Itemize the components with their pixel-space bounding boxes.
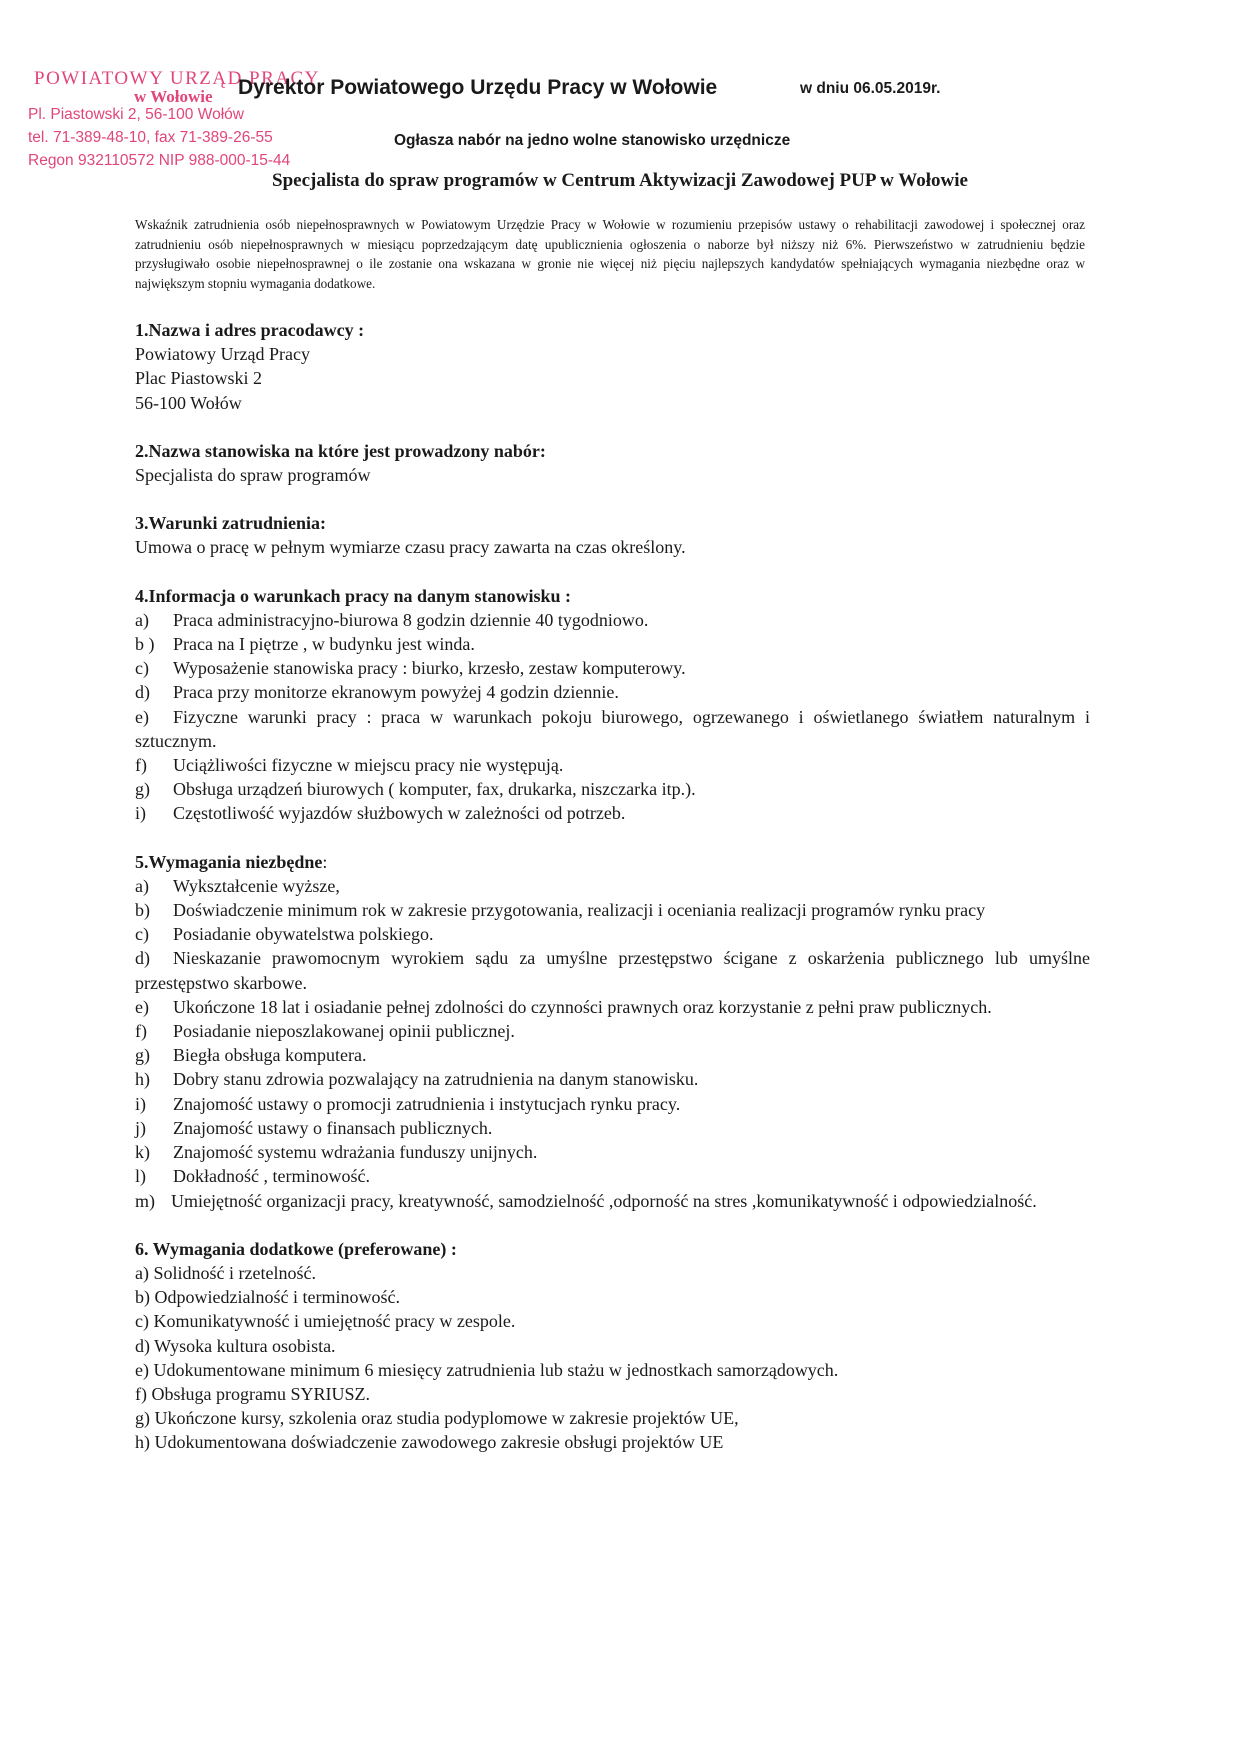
item-text: Obsługa urządzeń biurowych ( komputer, fax, drukarka, niszczarka itp.). [173,779,696,800]
employer-street: Plac Piastowski 2 [135,368,263,389]
list-item: d) Wysoka kultura osobista. [135,1335,336,1356]
item-text: Wyposażenie stanowiska pracy : biurko, krzesło, zestaw komputerowy. [173,658,686,679]
employer-city: 56-100 Wołów [135,392,242,413]
section-title [135,850,1090,874]
list-item: f) Obsługa programu SYRIUSZ. [135,1383,370,1404]
item-text: Biegła obsługa komputera. [173,1045,367,1066]
list-item: g) Ukończone kursy, szkolenia oraz studia podyplomowe w zakresie projektów UE, [135,1408,739,1429]
item-marker: b) [135,900,150,921]
item-marker: d) [135,682,150,703]
item-text: Ukończone 18 lat i osiadanie pełnej zdolności do czynności prawnych oraz korzystanie z pełni praw publicznych. [173,996,992,1017]
item-text: Fizyczne warunki pracy : praca w warunkach pokoju biurowego, ogrzewanego i oświetlanego światłem naturalnym i sztucznym. [135,706,1090,751]
item-text: Uciążliwości fizyczne w miejscu pracy nie występują. [173,755,564,776]
list-item: h) Udokumentowana doświadczenie zawodowego zakresie obsługi projektów UE [135,1432,724,1453]
item-text: Częstotliwość wyjazdów służbowych w zależności od potrzeb. [173,803,626,824]
item-marker: m) [135,1190,155,1211]
list-item [135,898,1090,922]
item-text: Praca administracyjno-biurowa 8 godzin dziennie 40 tygodniowo. [173,609,649,630]
list-item [135,922,1090,946]
list-item [135,1043,1090,1067]
item-text: Praca przy monitorze ekranowym powyżej 4 godzin dziennie. [173,682,619,703]
list-item [135,656,1090,680]
header-date: w dniu 06.05.2019r. [800,80,941,97]
list-item [135,1189,1090,1213]
list-item: a) Solidność i rzetelność. [135,1262,316,1283]
section-employer [135,318,1090,415]
item-marker: c) [135,924,149,945]
item-marker: k) [135,1142,150,1163]
item-marker: g) [135,779,150,800]
list-item [135,995,1090,1019]
section-title: 6. Wymagania dodatkowe (preferowane) : [135,1238,457,1259]
item-text: Dobry stanu zdrowia pozwalający na zatrudnienia na danym stanowisku. [173,1069,699,1090]
item-marker: a) [135,875,149,896]
employment-terms: Umowa o pracę w pełnym wymiarze czasu pracy zawarta na czas określony. [135,537,686,558]
item-marker: a) [135,609,149,630]
list-item [135,680,1090,704]
list-item [135,753,1090,777]
section-title: 1.Nazwa i adres pracodawcy : [135,320,365,340]
item-marker: i) [135,803,146,824]
item-text: Doświadczenie minimum rok w zakresie przygotowania, realizacji i oceniania realizacji programów rynku pracy [173,900,986,921]
section-title: 2.Nazwa stanowiska na które jest prowadzony nabór: [135,440,546,461]
list-item [135,632,1090,656]
item-marker: f) [135,1021,147,1042]
item-marker: d) [135,948,150,969]
stamp-ids: Regon 932110572 NIP 988-000-15-44 [28,152,291,169]
list-item: b) Odpowiedzialność i terminowość. [135,1287,400,1308]
list-item [135,1116,1090,1140]
item-text: Posiadanie obywatelstwa polskiego. [173,924,434,945]
position-name: Specjalista do spraw programów [135,465,371,486]
list-item [135,1140,1090,1164]
section-position-name [135,439,1090,487]
list-item [135,946,1090,994]
list-item [135,1164,1090,1188]
main-content [135,318,1090,1479]
list-item: c) Komunikatywność i umiejętność pracy w zespole. [135,1311,516,1332]
stamp-phone: tel. 71-389-48-10, fax 71-389-26-55 [28,129,273,146]
item-marker: e) [135,996,149,1017]
employer-name: Powiatowy Urząd Pracy [135,344,310,365]
item-marker: i) [135,1093,146,1114]
item-text: Znajomość ustawy o promocji zatrudnienia i instytucjach rynku pracy. [173,1093,681,1114]
list-item [135,1067,1090,1091]
section-title-text: 5.Wymagania niezbędne [135,851,323,872]
item-text: Dokładność , terminowość. [173,1166,370,1187]
list-item [135,801,1090,825]
list-item: e) Udokumentowane minimum 6 miesięcy zatrudnienia lub stażu w jednostkach samorządowych. [135,1359,839,1380]
item-marker: c) [135,658,149,679]
item-text: Znajomość ustawy o finansach publicznych. [173,1117,493,1138]
stamp-office-name: POWIATOWY URZĄD PRACY [34,68,320,89]
section-required [135,850,1090,1213]
intro-paragraph: Wskaźnik zatrudnienia osób niepełnosprawnych w Powiatowym Urzędzie Pracy w Wołowie w rozumieniu przepisów ustawy o rehabilitacji zawodowej i społecznej oraz zatrudnieniu osób niepełnosprawnych w miesiącu poprzedzającym datę upublicznienia ogłoszenia o naborze był niższy niż 6%. Pierwszeństwo w zatrudnieniu będzie przysługiwało osobie niepełnosprawnej o ile zostanie ona wskazana w gronie nie więcej niż pięciu najlepszych kandydatów spełniających wymagania niezbędne oraz w największym stopniu wymagania dodatkowe. [135,217,1085,291]
section-work-conditions [135,584,1090,826]
list-item [135,608,1090,632]
item-text: Praca na I piętrze , w budynku jest winda. [173,634,475,655]
announcement-line: Ogłasza nabór na jedno wolne stanowisko urzędnicze [394,132,791,149]
section-preferred [135,1237,1090,1455]
list-item [135,1092,1090,1116]
item-marker: l) [135,1166,146,1187]
header-title: Dyrektor Powiatowego Urzędu Pracy w Wołowie [238,76,718,99]
item-marker: e) [135,706,149,727]
item-marker: g) [135,1045,150,1066]
item-text: Wykształcenie wyższe, [173,875,340,896]
position-title: Specjalista do spraw programów w Centrum Aktywizacji Zawodowej PUP w Wołowie [272,170,968,191]
section-title: 4.Informacja o warunkach pracy na danym stanowisku : [135,585,572,606]
list-item [135,705,1090,753]
section-title: 3.Warunki zatrudnienia: [135,513,327,534]
section-employment-terms [135,511,1090,559]
item-text: Posiadanie nieposzlakowanej opinii publicznej. [173,1021,515,1042]
stamp-city: w Wołowie [134,87,213,106]
list-item [135,777,1090,801]
item-marker: h) [135,1069,150,1090]
item-marker: f) [135,755,147,776]
item-text: Nieskazanie prawomocnym wyrokiem sądu za umyślne przestępstwo ścigane z oskarżenia publicznego lub umyślne przestępstwo skarbowe. [135,948,1090,993]
list-item [135,1019,1090,1043]
stamp-address: Pl. Piastowski 2, 56-100 Wołów [28,106,244,123]
item-marker: b ) [135,634,155,655]
section-title-suffix: : [322,851,328,872]
list-item [135,874,1090,898]
item-text: Znajomość systemu wdrażania funduszy unijnych. [173,1142,538,1163]
item-marker: j) [135,1117,146,1138]
item-text: Umiejętność organizacji pracy, kreatywność, samodzielność ,odporność na stres ,komunikatywność i odpowiedzialność. [171,1190,1037,1211]
